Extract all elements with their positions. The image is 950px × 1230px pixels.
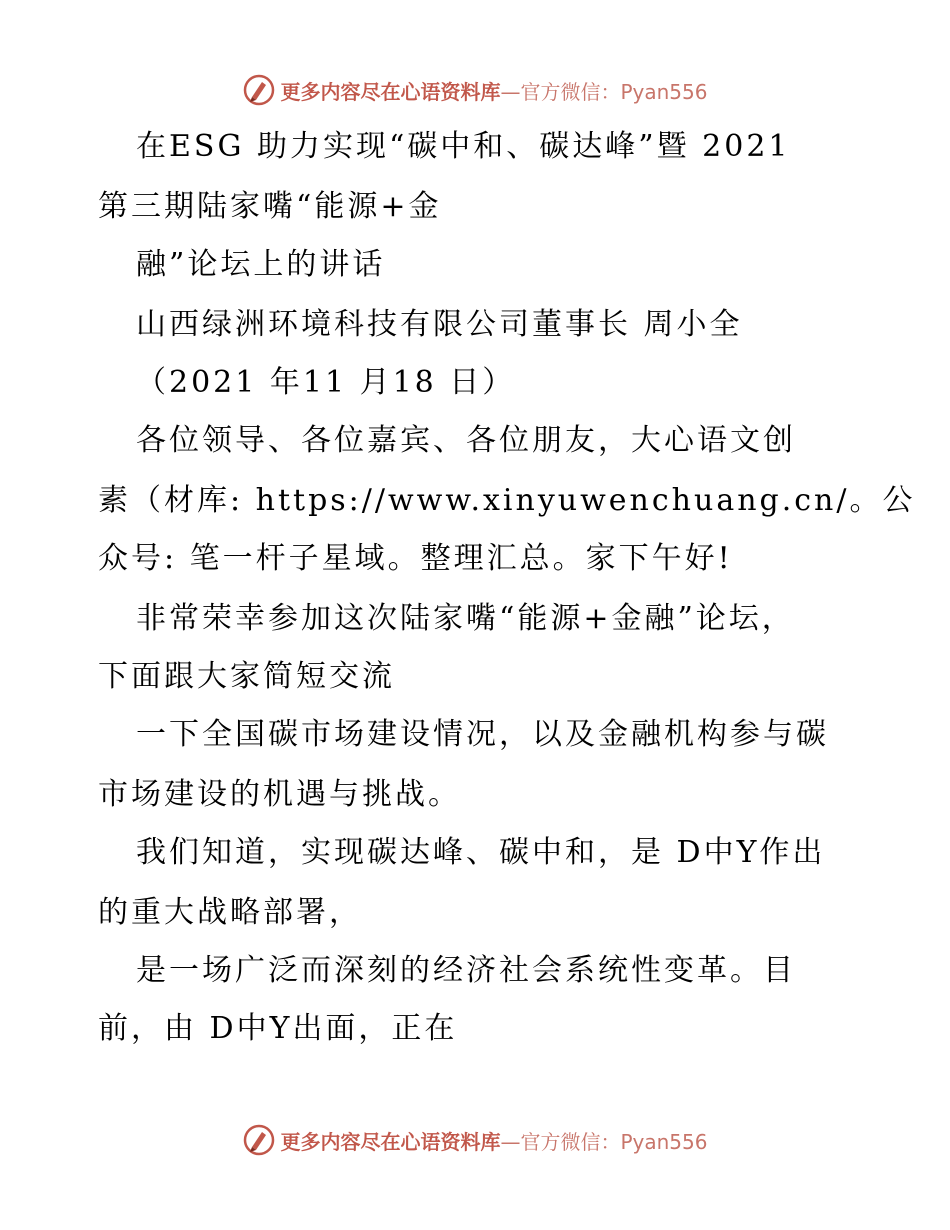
banner-contact: —官方微信：Pyan556 [500,79,708,104]
pen-logo-icon [242,1123,276,1157]
paragraph-line: 的重大战略部署， [98,895,362,930]
paragraph-line: 非常荣幸参加这次陆家嘴“能源+金融”论坛， [136,601,795,636]
paragraph-line: 下面跟大家简短交流 [98,659,395,694]
paragraph-line: 一下全国碳市场建设情况，以及金融机构参与碳 [136,717,829,752]
banner-text [280,1126,707,1155]
paragraph-line: 市场建设的机遇与挑战。 [98,777,461,812]
date-line: （2021 年11 月18 日） [136,365,516,400]
title-line-1: 在ESG 助力实现“碳中和、碳达峰”暨 2021 [136,129,791,164]
banner-text [280,76,707,105]
paragraph-line: 众号: 笔一杆子星域。整理汇总。家下午好! [98,541,733,576]
paragraph-line: 我们知道，实现碳达峰、碳中和，是 D中Y作出 [136,835,826,870]
footer-banner [0,1120,950,1160]
pen-logo-icon [242,73,276,107]
banner-inner [242,73,707,107]
header-banner [0,70,950,110]
paragraph-line: 各位领导、各位嘉宾、各位朋友，大心语文创 [136,423,796,458]
paragraph-line: 前，由 D中Y出面，正在 [98,1011,458,1046]
paragraph-line: 是一场广泛而深刻的经济社会系统性变革。目 [136,953,796,988]
banner-title: 更多内容尽在心语资料库 [280,79,501,104]
banner-title: 更多内容尽在心语资料库 [280,1129,501,1154]
title-line-3: 融”论坛上的讲话 [136,247,386,282]
banner-contact: —官方微信：Pyan556 [500,1129,708,1154]
paragraph-line: 素（材库: https://www.xinyuwenchuang.cn/。公 [98,483,916,518]
author-line: 山西绿洲环境科技有限公司董事长 周小全 [136,307,743,342]
title-line-2: 第三期陆家嘴“能源+金 [98,189,442,224]
banner-inner [242,1123,707,1157]
